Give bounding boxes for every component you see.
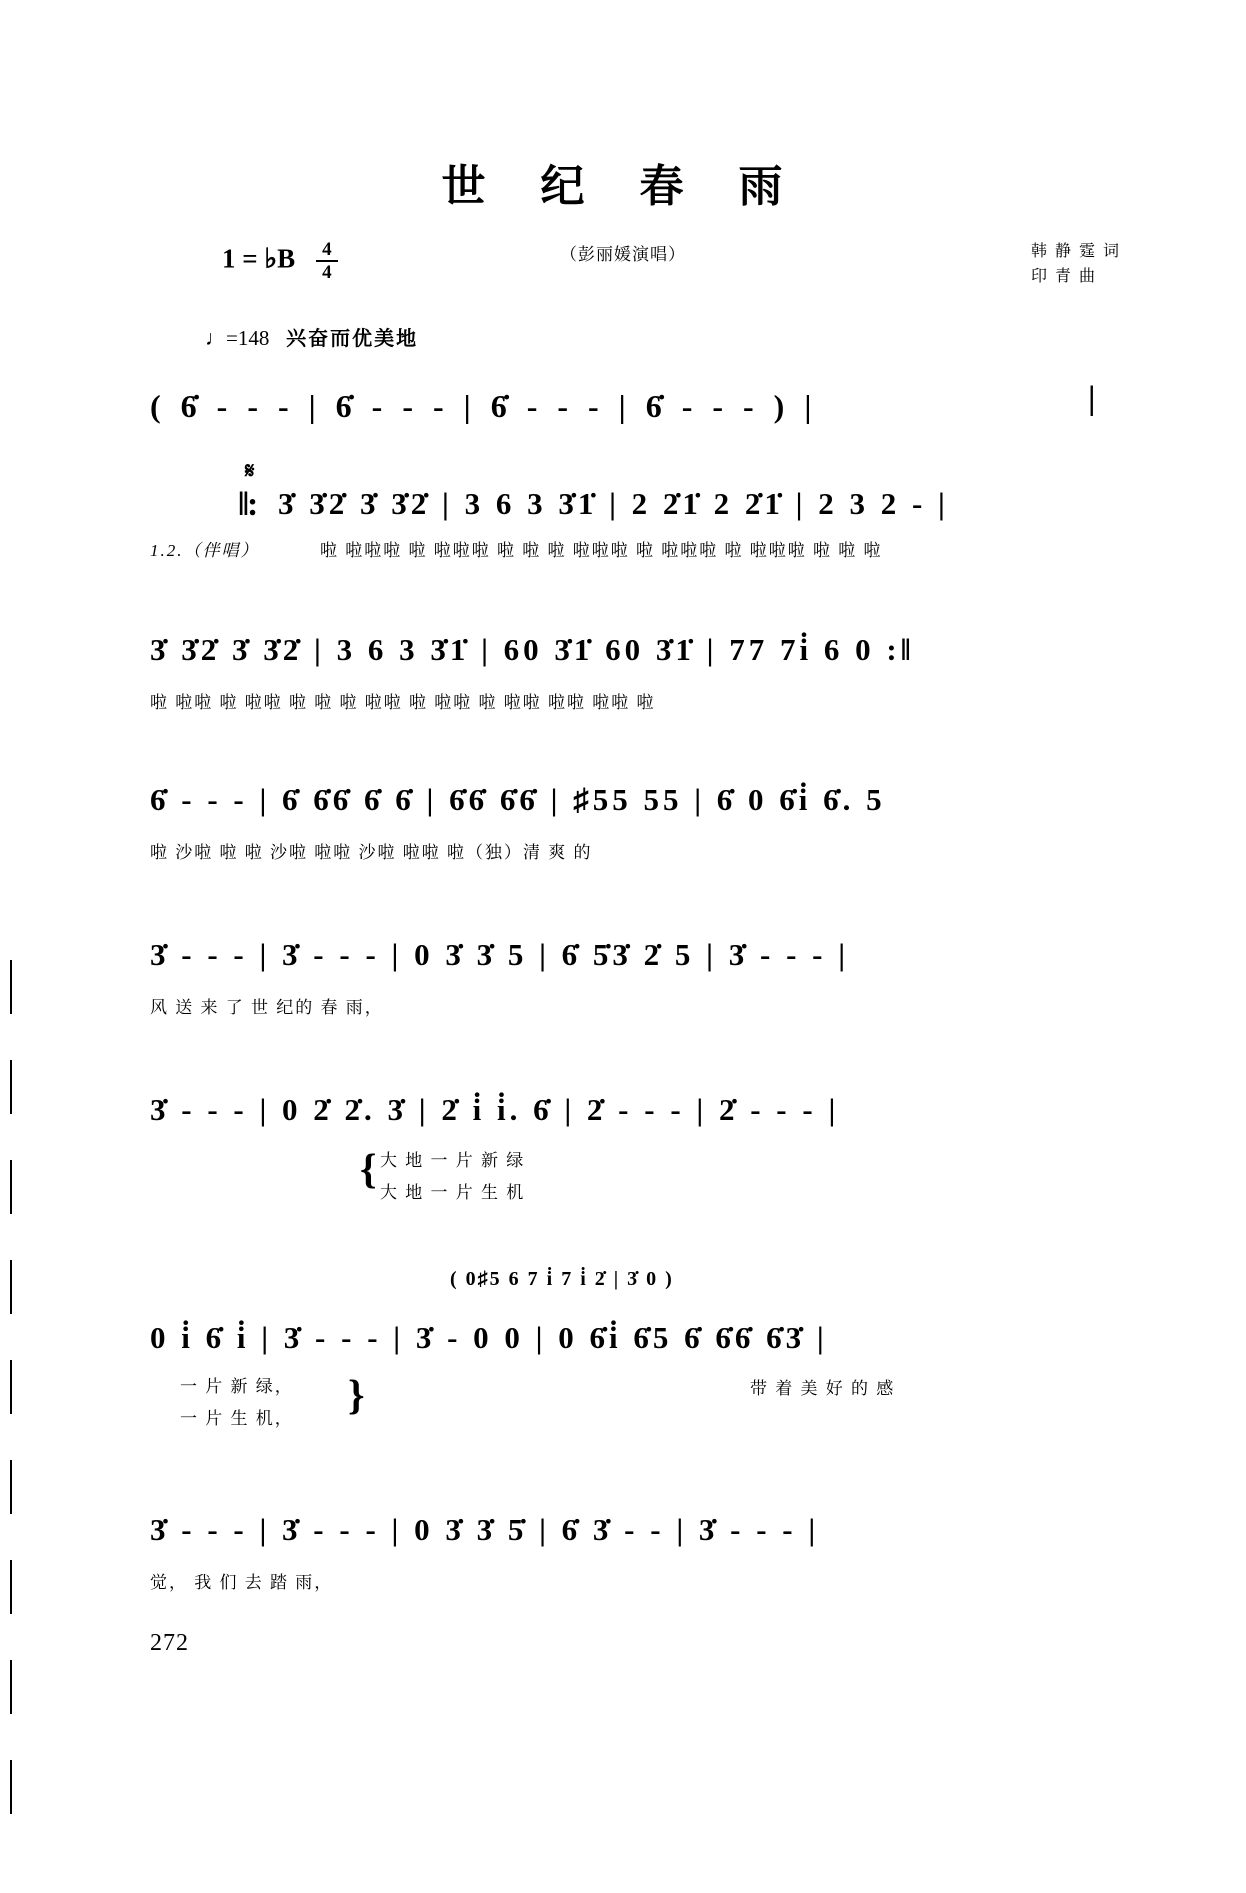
segno-icon: 𝄋: [245, 458, 255, 483]
key-signature: [222, 240, 338, 283]
lyrics-line: 啦 沙啦 啦 啦 沙啦 啦啦 沙啦 啦啦 啦（独）清 爽 的: [150, 843, 593, 862]
repeat-start-icon: ‖:: [238, 486, 257, 523]
margin-tick: [10, 1160, 12, 1214]
margin-tick: [10, 1560, 12, 1614]
lyrics-line: 风 送 来 了 世 纪的 春 雨，: [150, 998, 384, 1017]
lyrics-verse-2: 大 地 一 片 生 机: [380, 1183, 526, 1202]
ossia-line: ( 0♯5 6 7 i̇ 7 i̇ 2̇ | 3̇ 0 ): [450, 1268, 674, 1290]
lyrics-prefix: 1.2.（伴唱）: [150, 541, 260, 560]
verse-brace-icon: {: [360, 1147, 377, 1193]
margin-tick: [10, 1660, 12, 1714]
tempo-mood: 兴奋而优美地: [286, 328, 419, 350]
time-signature-numerator: 4: [322, 239, 332, 260]
margin-tick: [10, 1460, 12, 1514]
lyrics-verse-1: 一 片 新 绿，: [180, 1377, 294, 1396]
barline: |: [1088, 380, 1096, 417]
margin-tick: [10, 1260, 12, 1314]
verse-brace-close-icon: }: [348, 1373, 365, 1419]
page-number: 272: [150, 1630, 189, 1656]
time-signature: [316, 240, 338, 283]
composer-credit: 印 青 曲: [1030, 267, 1097, 285]
lyrics-line-right: 带 着 美 好 的 感: [750, 1379, 896, 1398]
lyrics-verse-2: 一 片 生 机，: [180, 1409, 294, 1428]
lyrics-line: 啦 啦啦 啦 啦啦 啦 啦 啦 啦啦 啦 啦啦 啦 啦啦 啦啦 啦啦 啦: [150, 693, 656, 712]
lyrics-line: 觉， 我 们 去 踏 雨，: [150, 1573, 334, 1592]
notation-line: 3̇ - - - | 3̇ - - - | 0 3̇ 3̇ 5̇ | 6̇ 3̇ - - | 3̇ - - - |: [150, 1512, 820, 1547]
lyricist-credit: 韩 静 霆 词: [1030, 243, 1121, 260]
page-title: 世 纪 春 雨: [441, 162, 805, 211]
notation-line: 3̇ 3̇2̇ 3̇ 3̇2̇ | 3 6 3 3̇1̇ | 60 3̇1̇ 60 3̇1̇ | 77 7i̇ 6 0 :‖: [150, 632, 915, 667]
lyrics-line: 啦 啦啦啦 啦 啦啦啦 啦 啦 啦 啦啦啦 啦 啦啦啦 啦 啦啦啦 啦 啦 啦: [320, 541, 883, 560]
tempo-value: ♩=148: [205, 326, 270, 350]
margin-tick: [10, 1360, 12, 1414]
margin-tick: [10, 1760, 12, 1814]
notation-line: ( 6̇ - - - | 6̇ - - - | 6̇ - - - | 6̇ - - - ) |: [150, 388, 818, 424]
notation-line: 0 i̇ 6̇ i̇ | 3̇ - - - | 3̇ - 0 0 | 0 6̇i̇ 6̇5 6̇ 6̇6̇ 6̇3̇ |: [150, 1320, 828, 1355]
notation-line: 3̇ 3̇2̇ 3̇ 3̇2̇ | 3 6 3 3̇1̇ | 2 2̇1̇ 2 2̇1̇ | 2 3 2 - |: [278, 486, 949, 521]
margin-tick: [10, 1060, 12, 1114]
key-signature-text: 1 = ♭B: [222, 243, 296, 274]
performer-subtitle: （彭丽媛演唱）: [560, 245, 686, 264]
margin-tick: [10, 960, 12, 1014]
notation-line: 3̇ - - - | 0 2̇ 2̇. 3̇ | 2̇ i̇ i̇. 6̇ | 2̇ - - - | 2̇ - - - |: [150, 1092, 840, 1127]
tempo-marking: [205, 322, 418, 351]
lyrics-verse-1: 大 地 一 片 新 绿: [380, 1151, 526, 1170]
credits: [1031, 240, 1121, 290]
time-signature-denominator: 4: [322, 262, 332, 284]
notation-line: 6̇ - - - | 6̇ 6̇6̇ 6̇ 6̇ | 6̇6̇ 6̇6̇ | ♯55 55 | 6̇ 0 6̇i̇ 6̇. 5: [150, 782, 886, 817]
notation-line: 3̇ - - - | 3̇ - - - | 0 3̇ 3̇ 5 | 6̇ 5̇3̇ 2̇ 5 | 3̇ - - - |: [150, 937, 850, 972]
